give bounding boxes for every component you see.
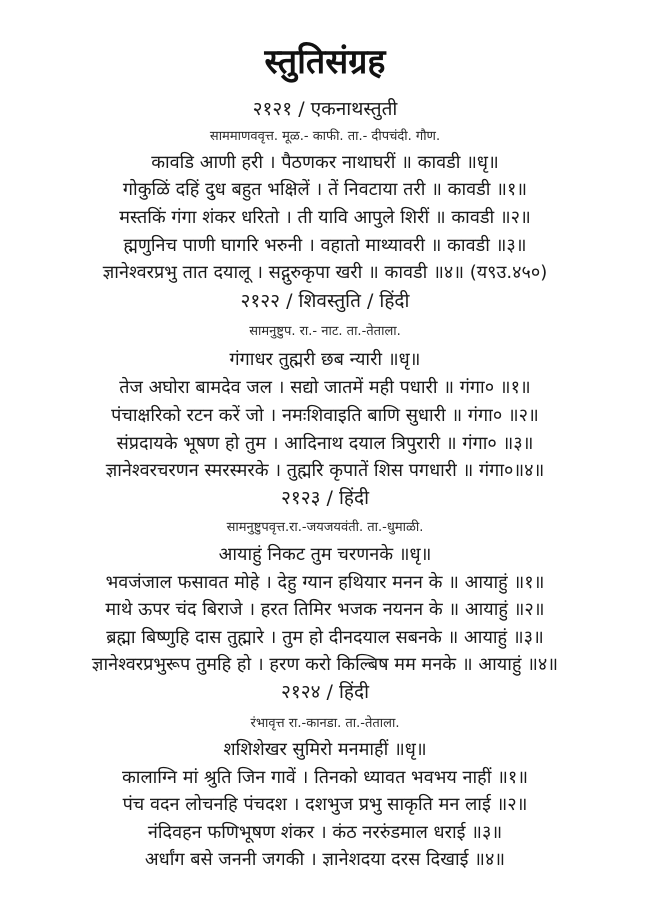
section-caption: साममाणववृत्त. मूळ.- काफी. ता.- दीपचंदी. गौण. (209, 129, 441, 144)
verse-line: अर्धांग बसे जननी जगकी । ज्ञानेशदया दरस दिखाई ॥४॥ (144, 849, 506, 870)
section-header: २१२१ / एकनाथस्तुती (252, 98, 398, 120)
verse-line: माथे ऊपर चंद बिराजे । हरत तिमिर भजक नयनन के ॥ आयाहुं ॥२॥ (105, 599, 545, 620)
page-title: स्तुतिसंग्रह (264, 42, 386, 82)
section-caption: सामनुष्टुपवृत्त.रा.-जयजयवंती. ता.-धुमाळी. (226, 520, 424, 535)
verse-line: कालाग्नि मां श्रुति जिन गावें । तिनको ध्यावत भवभय नाहीं ॥१॥ (121, 767, 529, 788)
section-caption: सामनुष्टुप. रा.- नाट. ता.-तेताला. (249, 324, 401, 339)
verse-line: आयाहुं निकट तुम चरणनके ॥धृ॥ (218, 544, 432, 565)
verse-line: भवजंजाल फसावत मोहे । देहु ग्यान हथियार मनन के ॥ आयाहुं ॥१॥ (105, 572, 545, 593)
verse-line: ब्रह्मा बिष्णुहि दास तुह्मारे । तुम हो दीनदयाल सबनके ॥ आयाहुं ॥३॥ (106, 627, 544, 648)
verse-line: गोकुळिं दहिं दुध बहुत भक्षिलें । तें निवटाया तरी ॥ कावडी ॥१॥ (122, 179, 528, 200)
verse-line: पंचाक्षरिको रटन करें जो । नमःशिवाइति बाणि सुधारी ॥ गंगा० ॥२॥ (111, 405, 539, 426)
section-header: २१२४ / हिंदी (280, 681, 370, 703)
section-caption: रंभावृत्त रा.-कानडा. ता.-तेताला. (250, 716, 400, 731)
verse-line: शशिशेखर सुमिरो मनमाहीं ॥धृ॥ (223, 739, 427, 760)
verse-line: गंगाधर तुह्मरी छब न्यारी ॥धृ॥ (229, 349, 421, 370)
verse-line: कावडि आणी हरी । पैठणकर नाथाघरीं ॥ कावडी ॥धृ॥ (151, 152, 499, 173)
verse-line: ज्ञानेश्वरप्रभु तात दयालू । सद्गुरुकृपा खरी ॥ कावडी ॥४॥ (य९उ.४५०) (102, 262, 548, 283)
verse-line: ज्ञानेश्वरचरणन स्मरस्मरके । तुह्मरि कृपातें शिस पगधारी ॥ गंगा०॥४॥ (105, 460, 545, 481)
verse-line: मस्तकिं गंगा शंकर धरितो । ती यावि आपुले शिरीं ॥ कावडी ॥२॥ (119, 207, 531, 228)
verse-line: पंच वदन लोचनहि पंचदश । दशभुज प्रभु साकृति मन लाई ॥२॥ (122, 794, 528, 815)
section-header: २१२३ / हिंदी (280, 487, 370, 509)
verse-line: संप्रदायके भूषण हो तुम । आदिनाथ दयाल त्रिपुरारी ॥ गंगा० ॥३॥ (116, 433, 534, 454)
verse-line: नंदिवहन फणिभूषण शंकर । कंठ नररुंडमाल धराई ॥३॥ (147, 822, 503, 843)
verse-line: तेज अघोरा बामदेव जल । सद्यो जातमें मही पधारी ॥ गंगा० ॥१॥ (119, 377, 531, 398)
verse-line: ह्मणुनिच पाणी घागरि भरुनी । वहातो माथ्यावरी ॥ कावडी ॥३॥ (123, 235, 527, 256)
section-header: २१२२ / शिवस्तुति / हिंदी (240, 290, 410, 312)
verse-line: ज्ञानेश्वरप्रभुरूप तुमहि हो । हरण करो किल्बिष मम मनके ॥ आयाहुं ॥४॥ (91, 654, 559, 675)
